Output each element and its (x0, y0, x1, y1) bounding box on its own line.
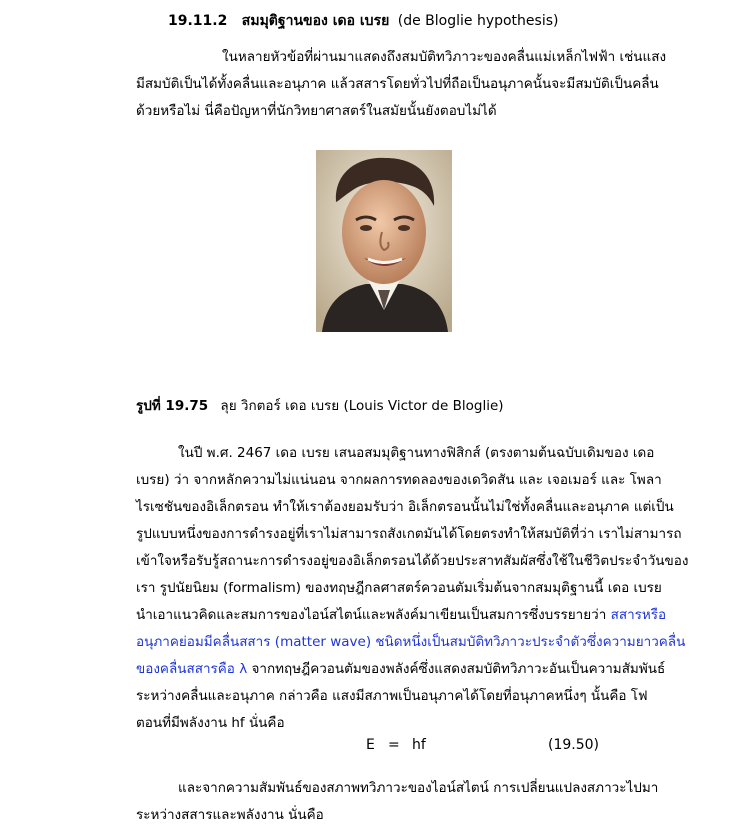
section-number: 19.11.2 (168, 13, 228, 29)
body-line: เรา รูปนัยนิยม (formalism) ของทฤษฎีกลศาสตร์ควอนตัมเริ่มต้นจากสมมุติฐานนี้ เดอ เบรย (136, 580, 662, 596)
closing-line: ระหว่างสสารและพลังงาน นั่นคือ (136, 807, 324, 823)
intro-paragraph (136, 44, 681, 125)
figure-caption (136, 394, 504, 416)
body-line: รูปแบบหนึ่งของการดำรงอยู่ที่เราไม่สามารถสังเกตมันได้โดยตรงทำให้สมบัติที่ว่า เราไม่สามารถ (136, 526, 682, 542)
portrait-illustration (316, 150, 452, 332)
body-line (136, 629, 686, 656)
section-heading (168, 10, 728, 32)
equation-lhs: E (366, 737, 375, 753)
body-paragraph (136, 440, 689, 737)
body-line: ในปี พ.ศ. 2467 เดอ เบรย เสนอสมมุติฐานทางฟิสิกส์ (ตรงตามต้นฉบับเดิมของ เดอ (178, 445, 655, 461)
section-title-english: (de Bloglie hypothesis) (397, 13, 559, 29)
body-line: ไรเซชันของอิเล็กตรอน ทำให้เราต้องยอมรับว่า อิเล็กตรอนนั้นไม่ใช่ทั้งคลื่นและอนุภาค แต่เป็น (136, 499, 674, 515)
intro-line: ในหลายหัวข้อที่ผ่านมาแสดงถึงสมบัติทวิภาวะของคลื่นแม่เหล็กไฟฟ้า เช่นแสง (222, 49, 667, 65)
body-line: เข้าใจหรือรับรู้สถานะการดำรงอยู่ของอิเล็กตรอนได้ด้วยประสาทสัมผัสซึ่งใช้ในชีวิตประจำวันของ (136, 553, 689, 569)
body-line (136, 602, 681, 629)
equation-rhs: hf (412, 737, 426, 753)
closing-line: และจากความสัมพันธ์ของสภาพทวิภาวะของไอน์สไตน์ การเปลี่ยนแปลงสภาวะไปมา (178, 780, 659, 796)
closing-paragraph (136, 775, 681, 829)
equation-number: (19.50) (548, 737, 600, 753)
body-line: ระหว่างคลื่นและอนุภาค กล่าวคือ แสงมีสภาพเป็นอนุภาคได้โดยที่อนุภาคหนึ่งๆ นั้นคือ โฟ (136, 688, 648, 704)
highlighted-text: ของคลื่นสสารคือ λ (136, 661, 248, 677)
equation-19-50 (0, 737, 750, 759)
highlighted-text: สสารหรือ (610, 607, 667, 623)
intro-line: ด้วยหรือไม่ นี่คือปัญหาที่นักวิทยาศาสตร์ในสมัยนั้นยังตอบไม่ได้ (136, 103, 497, 119)
figure-caption-text: ลุย วิกตอร์ เดอ เบรย (Louis Victor de Bloglie) (220, 398, 504, 414)
body-line: ตอนที่มีพลังงาน hf นั่นคือ (136, 715, 285, 731)
body-text: จากทฤษฎีควอนตัมของพลังค์ซึ่งแสดงสมบัติทวิภาวะอันเป็นความสัมพันธ์ (247, 661, 666, 677)
figure-label: รูปที่ 19.75 (136, 398, 209, 414)
highlighted-text: อนุภาคย่อมมีคลื่นสสาร (matter wave) ชนิดหนึ่งเป็นสมบัติทวิภาวะประจำตัวซึ่งความยาวคลื่น (136, 634, 686, 650)
body-text: นำเอาแนวคิดและสมการของไอน์สไตน์และพลังค์มาเขียนเป็นสมการซึ่งบรรยายว่า (136, 607, 611, 623)
intro-line: มีสมบัติเป็นได้ทั้งคลื่นและอนุภาค แล้วสสารโดยทั่วไปที่ถือเป็นอนุภาคนั้นจะมีสมบัติเป็นคลื่น (136, 76, 659, 92)
body-line (136, 656, 681, 683)
section-title-thai: สมมุติฐานของ เดอ เบรย (241, 13, 390, 29)
body-line: เบรย) ว่า จากหลักความไม่แน่นอน จากผลการทดลองของเดวิดสัน และ เจอเมอร์ และ โพลา (136, 472, 662, 488)
equation-equals: = (388, 737, 400, 753)
portrait-photo (316, 150, 452, 332)
